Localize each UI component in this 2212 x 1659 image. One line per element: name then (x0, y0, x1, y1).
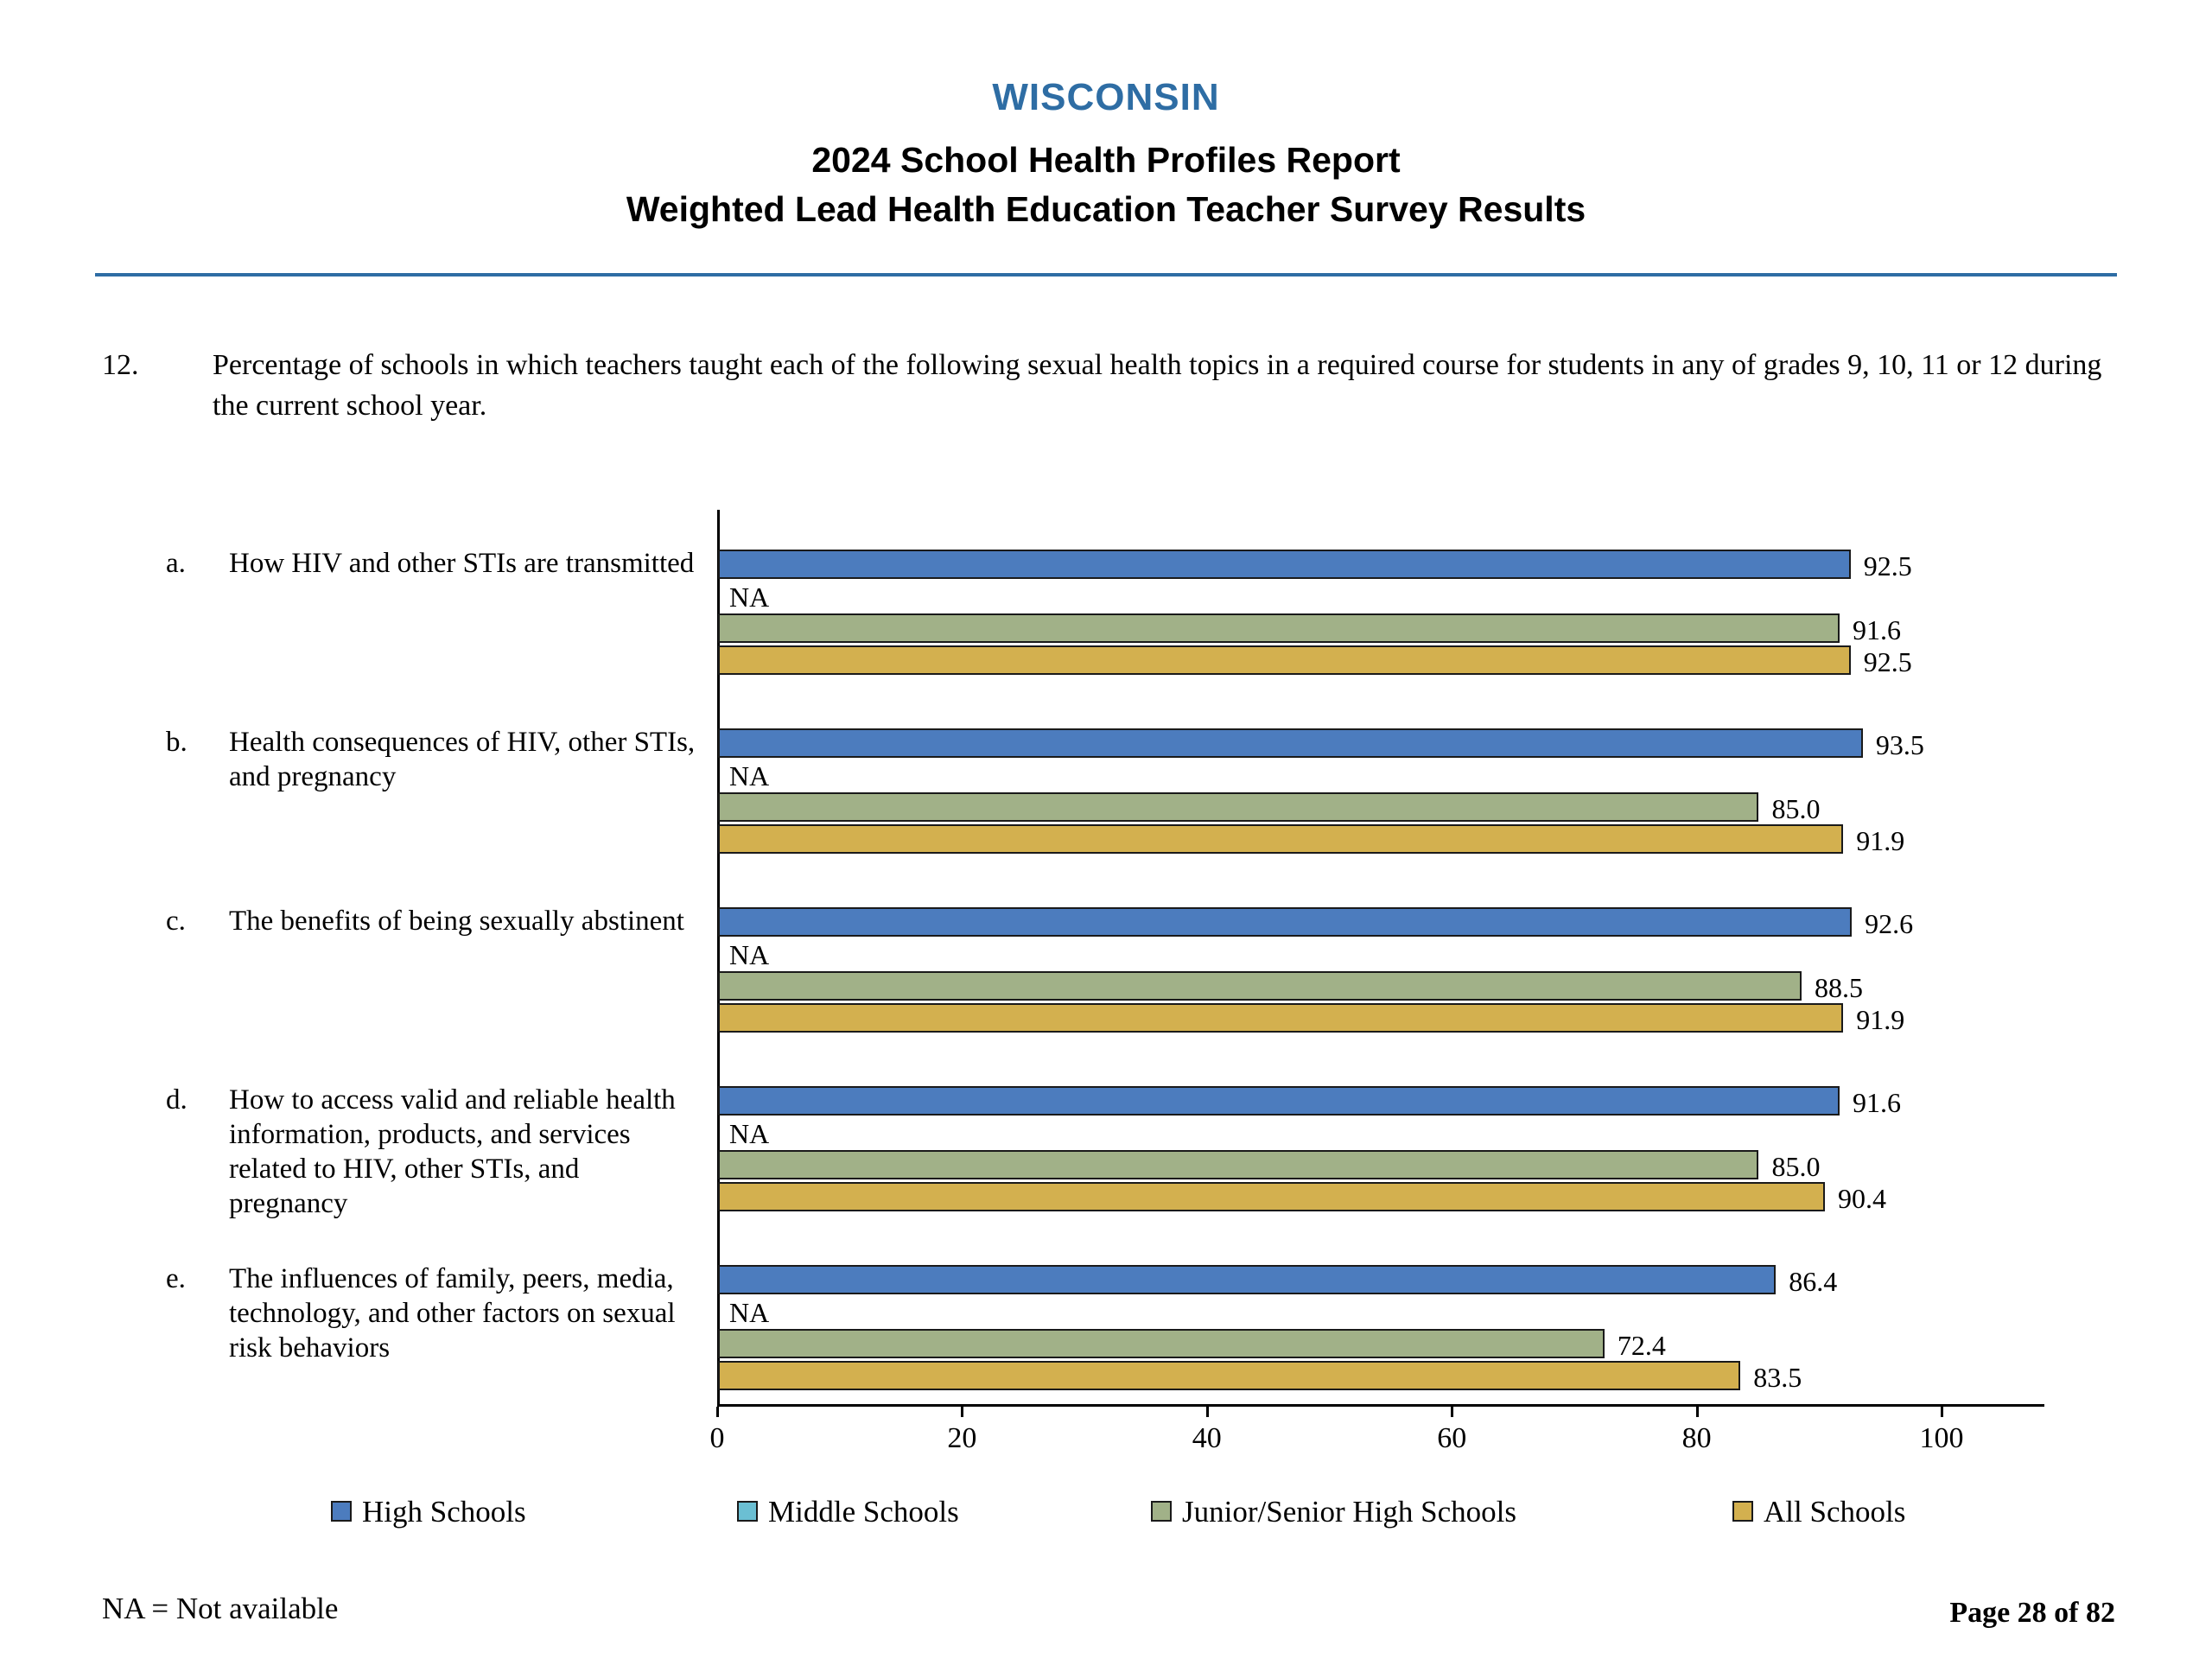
legend-label-high-schools: High Schools (362, 1495, 526, 1529)
category-label (166, 904, 697, 1032)
category-letter: c. (166, 906, 186, 937)
bar-value-junior-senior-high-schools: 85.0 (1771, 793, 1821, 824)
state-title: WISCONSIN (992, 76, 1220, 118)
bar-value-all-schools: 83.5 (1753, 1362, 1802, 1393)
category-text: The benefits of being sexually abstinent (229, 906, 684, 937)
category-text: How HIV and other STIs are transmitted (229, 548, 695, 579)
bar-value-all-schools: 90.4 (1837, 1183, 1886, 1214)
category-text: The influences of family, peers, media, technology, and other factors on sexual risk behaviors (229, 1263, 676, 1363)
x-axis-tick (1696, 1407, 1699, 1417)
bar-value-all-schools: 92.5 (1863, 646, 1912, 677)
x-axis-tick-label: 100 (1919, 1422, 1964, 1454)
x-axis-tick (1451, 1407, 1453, 1417)
bar-all-schools (718, 1361, 1740, 1390)
x-axis-tick (1941, 1407, 1943, 1417)
bar-junior-senior-high-schools (718, 971, 1802, 1001)
bar-high-schools (718, 1265, 1776, 1294)
bar-value-junior-senior-high-schools: 91.6 (1852, 614, 1901, 645)
legend-swatch-junior-senior-high-schools (1151, 1501, 1172, 1522)
x-axis (717, 1404, 2044, 1407)
category-label (166, 1262, 697, 1389)
bar-high-schools (718, 907, 1852, 937)
na-label-middle-schools: NA (729, 582, 770, 613)
page-number: Page 28 of 82 (1949, 1597, 2115, 1629)
bar-value-high-schools: 92.6 (1865, 908, 1914, 939)
x-axis-tick-label: 80 (1681, 1422, 1712, 1454)
bar-value-high-schools: 92.5 (1863, 550, 1912, 582)
report-subtitle: Weighted Lead Health Education Teacher Survey Results (626, 189, 1586, 229)
bar-high-schools (718, 728, 1863, 758)
legend-label-junior-senior-high-schools: Junior/Senior High Schools (1182, 1495, 1516, 1529)
category-letter: e. (166, 1263, 186, 1294)
na-label-middle-schools: NA (729, 760, 770, 791)
bar-all-schools (718, 1003, 1843, 1033)
bar-value-junior-senior-high-schools: 72.4 (1617, 1330, 1666, 1361)
category-letter: d. (166, 1084, 188, 1116)
bar-all-schools (718, 1182, 1825, 1211)
na-label-middle-schools: NA (729, 1297, 770, 1328)
bar-value-high-schools: 91.6 (1852, 1087, 1901, 1118)
na-label-middle-schools: NA (729, 939, 770, 970)
x-axis-tick-label: 0 (709, 1422, 725, 1454)
x-axis-tick (716, 1407, 719, 1417)
category-label (166, 546, 697, 674)
legend-label-all-schools: All Schools (1764, 1495, 1906, 1529)
question-number: 12. (102, 349, 139, 381)
legend-swatch-high-schools (331, 1501, 352, 1522)
bar-value-all-schools: 91.9 (1856, 1004, 1905, 1035)
category-label (166, 1083, 697, 1219)
x-axis-tick (961, 1407, 963, 1417)
question-text: Percentage of schools in which teachers taught each of the following sexual health topics in a required course for students in any of grades 9, 10, 11 or 12 during the current school year. (213, 349, 2102, 422)
bar-value-all-schools: 91.9 (1856, 825, 1905, 856)
bar-junior-senior-high-schools (718, 1150, 1758, 1179)
bar-junior-senior-high-schools (718, 792, 1758, 822)
category-text: Health consequences of HIV, other STIs, and pregnancy (229, 727, 696, 792)
x-axis-tick-label: 40 (1192, 1422, 1222, 1454)
bar-junior-senior-high-schools (718, 613, 1840, 643)
bar-all-schools (718, 645, 1851, 675)
category-label (166, 725, 697, 853)
bar-all-schools (718, 824, 1843, 854)
na-label-middle-schools: NA (729, 1118, 770, 1149)
category-letter: b. (166, 727, 188, 758)
x-axis-tick-label: 20 (947, 1422, 977, 1454)
report-title: 2024 School Health Profiles Report (811, 140, 1401, 180)
bar-value-junior-senior-high-schools: 85.0 (1771, 1151, 1821, 1182)
na-footnote: NA = Not available (102, 1592, 339, 1625)
bar-value-high-schools: 93.5 (1875, 729, 1924, 760)
bar-high-schools (718, 1086, 1840, 1116)
bar-value-junior-senior-high-schools: 88.5 (1815, 972, 1864, 1003)
bar-value-high-schools: 86.4 (1789, 1266, 1838, 1297)
bar-junior-senior-high-schools (718, 1329, 1605, 1358)
x-axis-tick-label: 60 (1437, 1422, 1467, 1454)
category-letter: a. (166, 548, 186, 579)
legend-label-middle-schools: Middle Schools (768, 1495, 959, 1529)
category-text: How to access valid and reliable health information, products, and services related to HIV, other STIs, and pregnancy (229, 1084, 676, 1219)
legend-swatch-middle-schools (737, 1501, 758, 1522)
legend-swatch-all-schools (1732, 1501, 1753, 1522)
x-axis-tick (1206, 1407, 1209, 1417)
bar-high-schools (718, 550, 1851, 579)
